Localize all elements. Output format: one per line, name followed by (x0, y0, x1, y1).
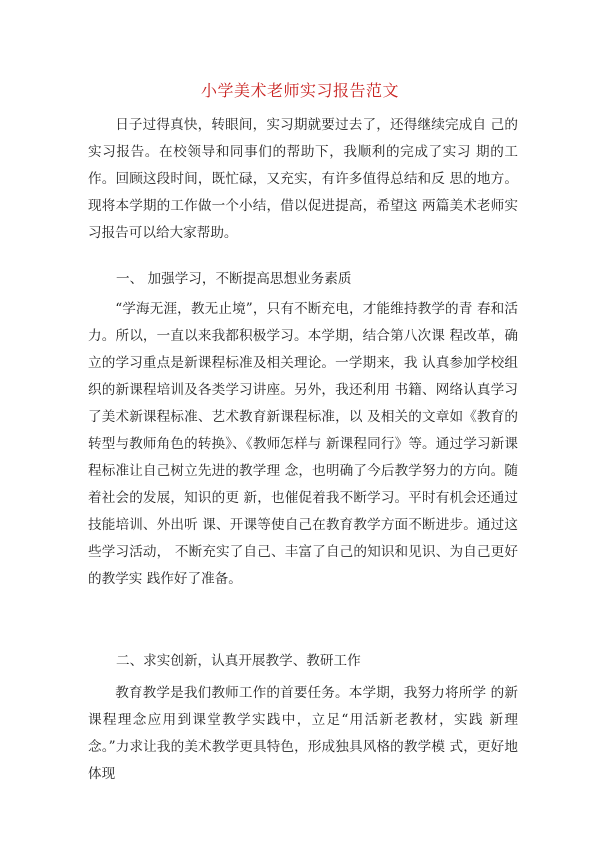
section-1-paragraph: “学海无涯，教无止境”，只有不断充电，才能维持教学的青 春和活力。所以，一直以来我都积极学习。本学期，结合第八次课 程改革，确立的学习重点是新课程标准及相关理论。一学期来，我 认真参加学校组织的新课程培训及各类学习讲座。另外，我还利用 书籍、网络认真学习了美术新课程标准、艺术教育新课程标准，以 及相关的文章如《教育的转型与教师角色的转换》、《教师怎样与 新课程同行》等。通过学习新课程标准让自己树立先进的教学理 念，也明确了今后教学努力的方向。随着社会的发展，知识的更 新，也催促着我不断学习。平时有机会还通过技能培训、外出听 课、开课等使自己在教育教学方面不断进步。通过这些学习活动， 不断充实了自己、丰富了自己的知识和见识、为自己更好的教学实 践作好了准备。 (88, 301, 518, 587)
section-2-paragraph: 教育教学是我们教师工作的首要任务。本学期，我努力将所学 的新课程理念应用到课堂教学实践中，立足“用活新老教材，实践 新理念。”力求让我的美术教学更具特色，形成独具风格的教学模 式，更好地体现 (88, 685, 518, 782)
section-heading-2: 二、求实创新，认真开展教学、教研工作 (116, 653, 361, 669)
document-title: 小学美术老师实习报告范文 (200, 81, 399, 100)
section-heading-1: 一、 加强学习，不断提高思想业务素质 (116, 271, 352, 287)
intro-paragraph: 日子过得真快，转眼间，实习期就要过去了，还得继续完成自 己的实习报告。在校领导和同事们的帮助下，我顺利的完成了实习 期的工作。回顾这段时间，既忙碌，又充实，有许多值得总结和反 思的地方。现将本学期的工作做一个小结，借以促进提高，希望这 两篇美术老师实习报告可以给大家帮助。 (88, 117, 518, 241)
